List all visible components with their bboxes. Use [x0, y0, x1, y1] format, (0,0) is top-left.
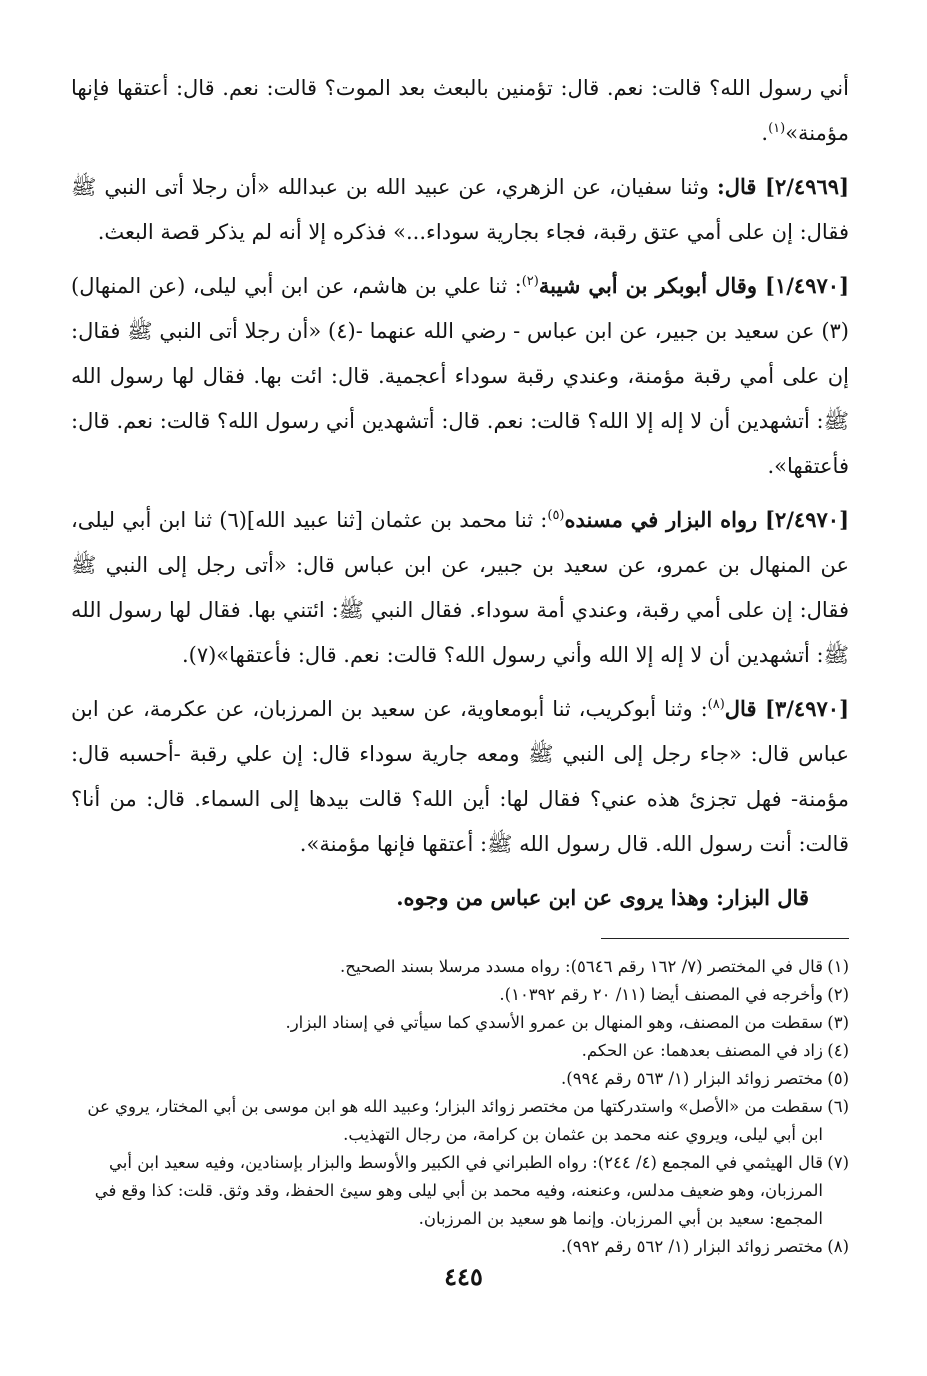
footnote-marker: (٥) [547, 508, 565, 523]
page-content [71, 66, 849, 1261]
footnote-text: مختصر زوائد البزار (١/ ٥٦٣ رقم ٩٩٤). [561, 1069, 823, 1088]
footnotes-list [71, 953, 849, 1261]
footnote-number: (٣) [827, 1013, 849, 1032]
footnote-number: (٢) [827, 985, 849, 1004]
footnote-marker: (٢) [521, 274, 539, 289]
footnote-text: سقطت من المصنف، وهو المنهال بن عمرو الأسدي كما سيأتي في إسناد البزار. [285, 1013, 823, 1032]
footnote-separator [601, 938, 849, 939]
hadith-text: : ثنا محمد بن عثمان [ثنا عبيد الله](٦) ثنا ابن أبي ليلى، عن المنهال بن عمرو، عن سعيد بن جبير، عن ابن عباس قال: «أتى رجل إلى النبي ﷺ فقال: إن على أمي رقبة، وعندي أمة سوداء. فقال النبي ﷺ: ائتني بها. فقال لها رسول الله ﷺ: أتشهدين أن لا إله إلا الله وأني رسول الله؟ قالت: نعم. قال: فأعتقها»(٧). [71, 508, 849, 667]
footnote [71, 1037, 849, 1065]
hadith-text: وثنا سفيان، عن الزهري، عن عبيد الله بن عبدالله «أن رجلا أتى النبي ﷺ فقال: إن على أمي عتق رقبة، فجاء بجارية سوداء...» فذكره إلا أنه لم يذكر قصة البعث. [71, 175, 849, 244]
hadith-reference: [٢/٤٩٦٩] قال: [716, 174, 849, 199]
hadith-reference: [١/٤٩٧٠] وقال أبوبكر بن أبي شيبة [538, 273, 849, 298]
footnote-text: قال في المختصر (٧/ ١٦٢ رقم ٥٦٤٦): رواه مسدد مرسلا بسند الصحيح. [340, 957, 823, 976]
footnote-number: (١) [827, 957, 849, 976]
footnote-number: (٧) [827, 1153, 849, 1172]
footnote [71, 953, 849, 981]
continuation-paragraph [71, 66, 849, 156]
footnote [71, 1065, 849, 1093]
footnote-text: سقطت من «الأصل» واستدركتها من مختصر زوائد البزار؛ وعبيد الله هو ابن موسى بن أبي المختار، يروي عن ابن أبي ليلى، ويروي عنه محمد بن عثمان بن كرامة، من رجال التهذيب. [87, 1097, 823, 1144]
page-number: ٤٤٥ [444, 1262, 483, 1291]
hadith-entry [71, 263, 849, 489]
footnote-number: (٥) [827, 1069, 849, 1088]
footnote-number: (٨) [827, 1237, 849, 1256]
footnote-text: وأخرجه في المصنف أيضا (١١/ ٢٠ رقم ١٠٣٩٢). [499, 985, 823, 1004]
footnote-number: (٤) [827, 1041, 849, 1060]
hadith-entry [71, 164, 849, 255]
footnote [71, 1233, 849, 1261]
continuation-text: أني رسول الله؟ قالت: نعم. قال: تؤمنين بالبعث بعد الموت؟ قالت: نعم. قال: أعتقها فإنها مؤمنة» [71, 76, 849, 145]
footnote-marker: (١) [768, 121, 786, 136]
footnote [71, 1009, 849, 1037]
footnote-text: مختصر زوائد البزار (١/ ٥٦٢ رقم ٩٩٢). [561, 1237, 823, 1256]
footnote [71, 981, 849, 1009]
hadith-text: : ثنا علي بن هاشم، عن ابن أبي ليلى، (عن المنهال)(٣) عن سعيد بن جبير، عن ابن عباس - رضي الله عنهما -(٤) «أن رجلا أتى النبي ﷺ فقال: إن على أمي رقبة مؤمنة، وعندي رقبة سوداء أعجمية. قال: ائت بها. فقال لها رسول الله ﷺ: أتشهدين أن لا إله إلا الله؟ قالت: نعم. قال: أتشهدين أني رسول الله؟ قالت: نعم. قال: فأعتقها». [71, 274, 849, 478]
closing-remark: قال البزار: وهذا يروى عن ابن عباس من وجوه. [396, 885, 809, 910]
footnote-number: (٦) [827, 1097, 849, 1116]
footnote-marker: (٨) [707, 697, 725, 712]
hadith-text: : وثنا أبوكريب، ثنا أبومعاوية، عن سعيد بن المرزبان، عن عكرمة، عن ابن عباس قال: «جاء رجل إلى النبي ﷺ ومعه جارية سوداء قال: إن علي رقبة -أحسبه قال: مؤمنة- فهل تجزئ هذه عني؟ فقال لها: أين الله؟ قالت بيدها إلى السماء. قال: من أنا؟ قالت: أنت رسول الله. قال رسول الله ﷺ: أعتقها فإنها مؤمنة». [71, 697, 849, 856]
footnote [71, 1149, 849, 1233]
footnote-text: قال الهيثمي في المجمع (٤/ ٢٤٤): رواه الطبراني في الكبير والأوسط والبزار بإسنادين، وفيه سعيد ابن أبي المرزبان، وهو ضعيف مدلس، وعنعنه، وفيه محمد بن أبي ليلى وهو سيئ الحفظ، وقد وثق. قلت: كذا وقع في المجمع: سعيد بن أبي المرزبان. وإنما هو سعيد بن المرزبان. [94, 1153, 823, 1228]
footnote [71, 1093, 849, 1149]
hadith-reference: [٢/٤٩٧٠] رواه البزار في مسنده [564, 507, 849, 532]
hadith-entry [71, 686, 849, 867]
hadith-entry [71, 497, 849, 678]
continuation-end: . [761, 121, 769, 145]
hadith-reference: [٣/٤٩٧٠] قال [724, 696, 849, 721]
footnote-text: زاد في المصنف بعدهما: عن الحكم. [581, 1041, 823, 1060]
